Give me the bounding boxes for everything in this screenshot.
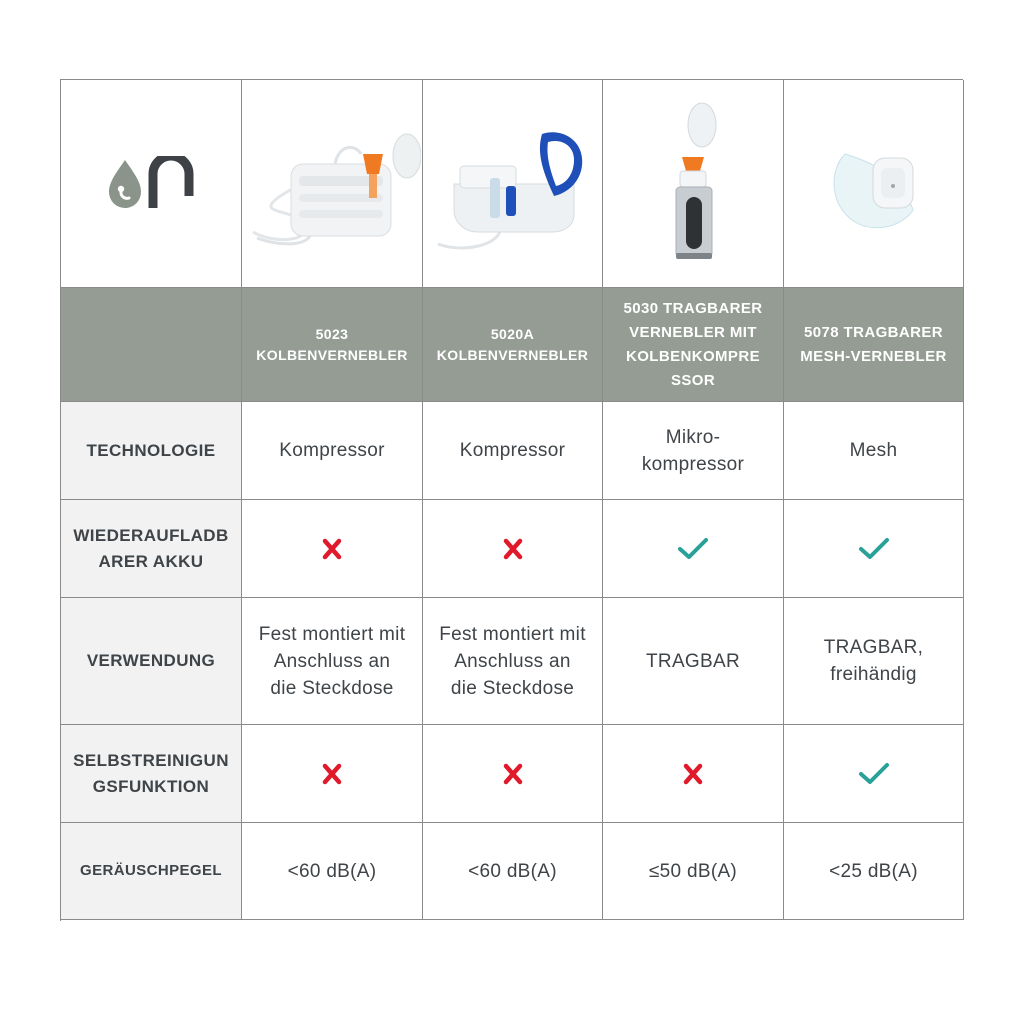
geraeuschpegel-value-2: <60 dB(A) [423, 823, 603, 920]
technologie-value-3: Mikro-kompressor [603, 402, 784, 500]
row-label-verwendung: VERWENDUNG [61, 598, 242, 725]
product-image-5030 [603, 80, 784, 288]
header-product-3: 5030 TRAGBARER VERNEBLER MIT KOLBENKOMPRE SSOR [603, 288, 784, 402]
geraeuschpegel-value-4: <25 dB(A) [784, 823, 964, 920]
verwendung-value-3: TRAGBAR [603, 598, 784, 725]
row-label-selbstreinigung: SELBSTREINIGUNGSFUNKTION [61, 725, 242, 823]
cross-icon [496, 536, 530, 562]
cross-icon [496, 761, 530, 787]
cross-icon [315, 536, 349, 562]
verwendung-value-1: Fest montiert mit Anschluss an die Steckdose [242, 598, 423, 725]
geraeuschpegel-value-3: ≤50 dB(A) [603, 823, 784, 920]
verwendung-value-2: Fest montiert mit Anschluss an die Steckdose [423, 598, 603, 725]
geraeuschpegel-value-1: <60 dB(A) [242, 823, 423, 920]
akku-value-2 [423, 500, 603, 598]
product-image-5020a [423, 80, 603, 288]
product-image-5023 [242, 80, 423, 288]
check-icon [857, 761, 891, 787]
logo-cell [61, 80, 242, 288]
verwendung-value-4: TRAGBAR, freihändig [784, 598, 964, 725]
cross-icon [315, 761, 349, 787]
selbstreinigung-value-3 [603, 725, 784, 823]
selbstreinigung-value-1 [242, 725, 423, 823]
row-label-akku: WIEDERAUFLADBARER AKKU [61, 500, 242, 598]
selbstreinigung-value-2 [423, 725, 603, 823]
droplet-n-logo-icon [105, 156, 197, 212]
technologie-value-1: Kompressor [242, 402, 423, 500]
akku-value-3 [603, 500, 784, 598]
akku-value-4 [784, 500, 964, 598]
header-product-4: 5078 TRAGBARER MESH-VERNEBLER [784, 288, 964, 402]
header-product-2: 5020A KOLBENVERNEBLER [423, 288, 603, 402]
selbstreinigung-value-4 [784, 725, 964, 823]
check-icon [676, 536, 710, 562]
comparison-table [60, 79, 963, 921]
cross-icon [676, 761, 710, 787]
header-product-1: 5023 KOLBENVERNEBLER [242, 288, 423, 402]
technologie-value-4: Mesh [784, 402, 964, 500]
row-label-geraeuschpegel: GERÄUSCHPEGEL [61, 823, 242, 920]
check-icon [857, 536, 891, 562]
akku-value-1 [242, 500, 423, 598]
product-image-5078 [784, 80, 964, 288]
technologie-value-2: Kompressor [423, 402, 603, 500]
row-label-technologie: TECHNOLOGIE [61, 402, 242, 500]
header-corner [61, 288, 242, 402]
